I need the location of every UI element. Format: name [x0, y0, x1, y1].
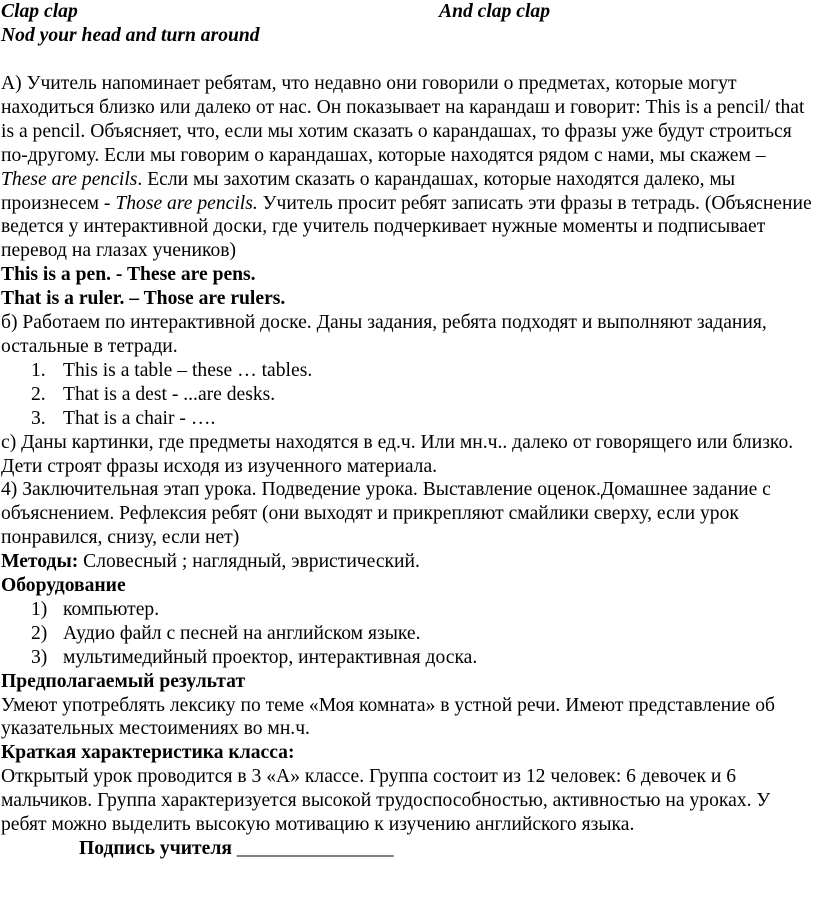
equipment-list [1, 598, 816, 670]
section-a-italic-2: Those are pencils. [115, 192, 258, 214]
section-a-text-1: А) Учитель напоминает ребятам, что недавно они говорили о предметах, которые могут находиться близко или далеко от нас. Он показывает на карандаш и говорит: This is a pencil/ that is a pencil. Объясняет, что, если мы хотим сказать о карандашах, то фразы уже будут строиться по-другому. Если мы говорим о карандашах, которые находятся рядом с нами, мы скажем – [1, 73, 805, 166]
list-item-number: 2. [31, 383, 46, 405]
song-line-1-right: And clap clap [439, 1, 551, 22]
list-item-number: 3. [31, 407, 46, 429]
blank-line [1, 48, 816, 72]
signature-line [1, 837, 816, 861]
song-line-1-left: Clap clap [1, 1, 78, 22]
list-item-number: 2) [31, 622, 48, 644]
song-line-2: Nod your head and turn around [1, 25, 260, 46]
list-item [1, 622, 816, 646]
result-heading: Предполагаемый результат [1, 670, 246, 692]
section-a-italic-1: These are pencils [1, 168, 138, 190]
list-item-text: Аудио файл с песней на английском языке. [63, 622, 421, 644]
list-item-number: 3) [31, 646, 48, 668]
section-a-text-2: . Если мы захотим сказать о карандашах, которые находятся далеко, мы произнесем - [1, 168, 736, 214]
list-item [1, 407, 816, 431]
list-item [1, 646, 816, 670]
section-c-paragraph: с) Даны картинки, где предметы находятся в ед.ч. Или мн.ч.. далеко от говорящего или близко. Дети строят фразы исходя из изученного материала. [1, 431, 794, 477]
methods-text: Словесный ; наглядный, эвристический. [78, 551, 420, 573]
section-b-list [1, 359, 816, 431]
section-4-paragraph: 4) Заключительная этап урока. Подведение урока. Выставление оценок.Домашнее задание с объяснением. Рефлексия ребят (они выходят и прикрепляют смайлики сверху, если урок понравился, снизу, если нет) [1, 479, 771, 549]
signature-blank[interactable]: ________________ [236, 838, 394, 859]
methods-line [1, 550, 816, 574]
list-item-number: 1) [31, 598, 48, 620]
list-item-text: That is a dest - ...are desks. [63, 383, 276, 405]
section-a-paragraph [1, 72, 816, 263]
section-b-paragraph: б) Работаем по интерактивной доске. Даны задания, ребята подходят и выполняют задания, остальные в тетради. [1, 312, 767, 357]
methods-label: Методы: [1, 551, 79, 573]
list-item [1, 598, 816, 622]
result-paragraph: Умеют употреблять лексику по теме «Моя комната» в устной речи. Имеют представление об указательных местоимениях во мн.ч. [1, 694, 775, 740]
list-item-text: This is a table – these … tables. [63, 359, 313, 381]
signature-label: Подпись учителя [79, 838, 237, 859]
example-line-2: That is a ruler. – Those are rulers. [1, 288, 286, 310]
section-a-text-3: Учитель просит ребят записать эти фразы в тетрадь. (Объяснение ведется у интерактивной доски, где учитель подчеркивает нужные моменты и подписывает перевод на глазах учеников) [1, 192, 812, 262]
example-line-1: This is a pen. - These are pens. [1, 264, 256, 286]
list-item-text: компьютер. [63, 598, 160, 620]
list-item-number: 1. [31, 359, 46, 381]
song-line-1 [1, 0, 816, 24]
list-item-text: мультимедийный проектор, интерактивная доска. [63, 646, 478, 668]
class-info-heading: Краткая характеристика класса: [1, 742, 295, 764]
list-item [1, 359, 816, 383]
equipment-heading: Оборудование [1, 575, 126, 597]
list-item [1, 383, 816, 407]
list-item-text: That is a chair - …. [63, 407, 216, 429]
class-info-paragraph: Открытый урок проводится в 3 «А» классе. Группа состоит из 12 человек: 6 девочек и 6 мальчиков. Группа характеризуется высокой трудоспособностью, активностью на уроках. У ребят можно выделить высокую мотивацию к изучению английского языка. [1, 766, 771, 836]
